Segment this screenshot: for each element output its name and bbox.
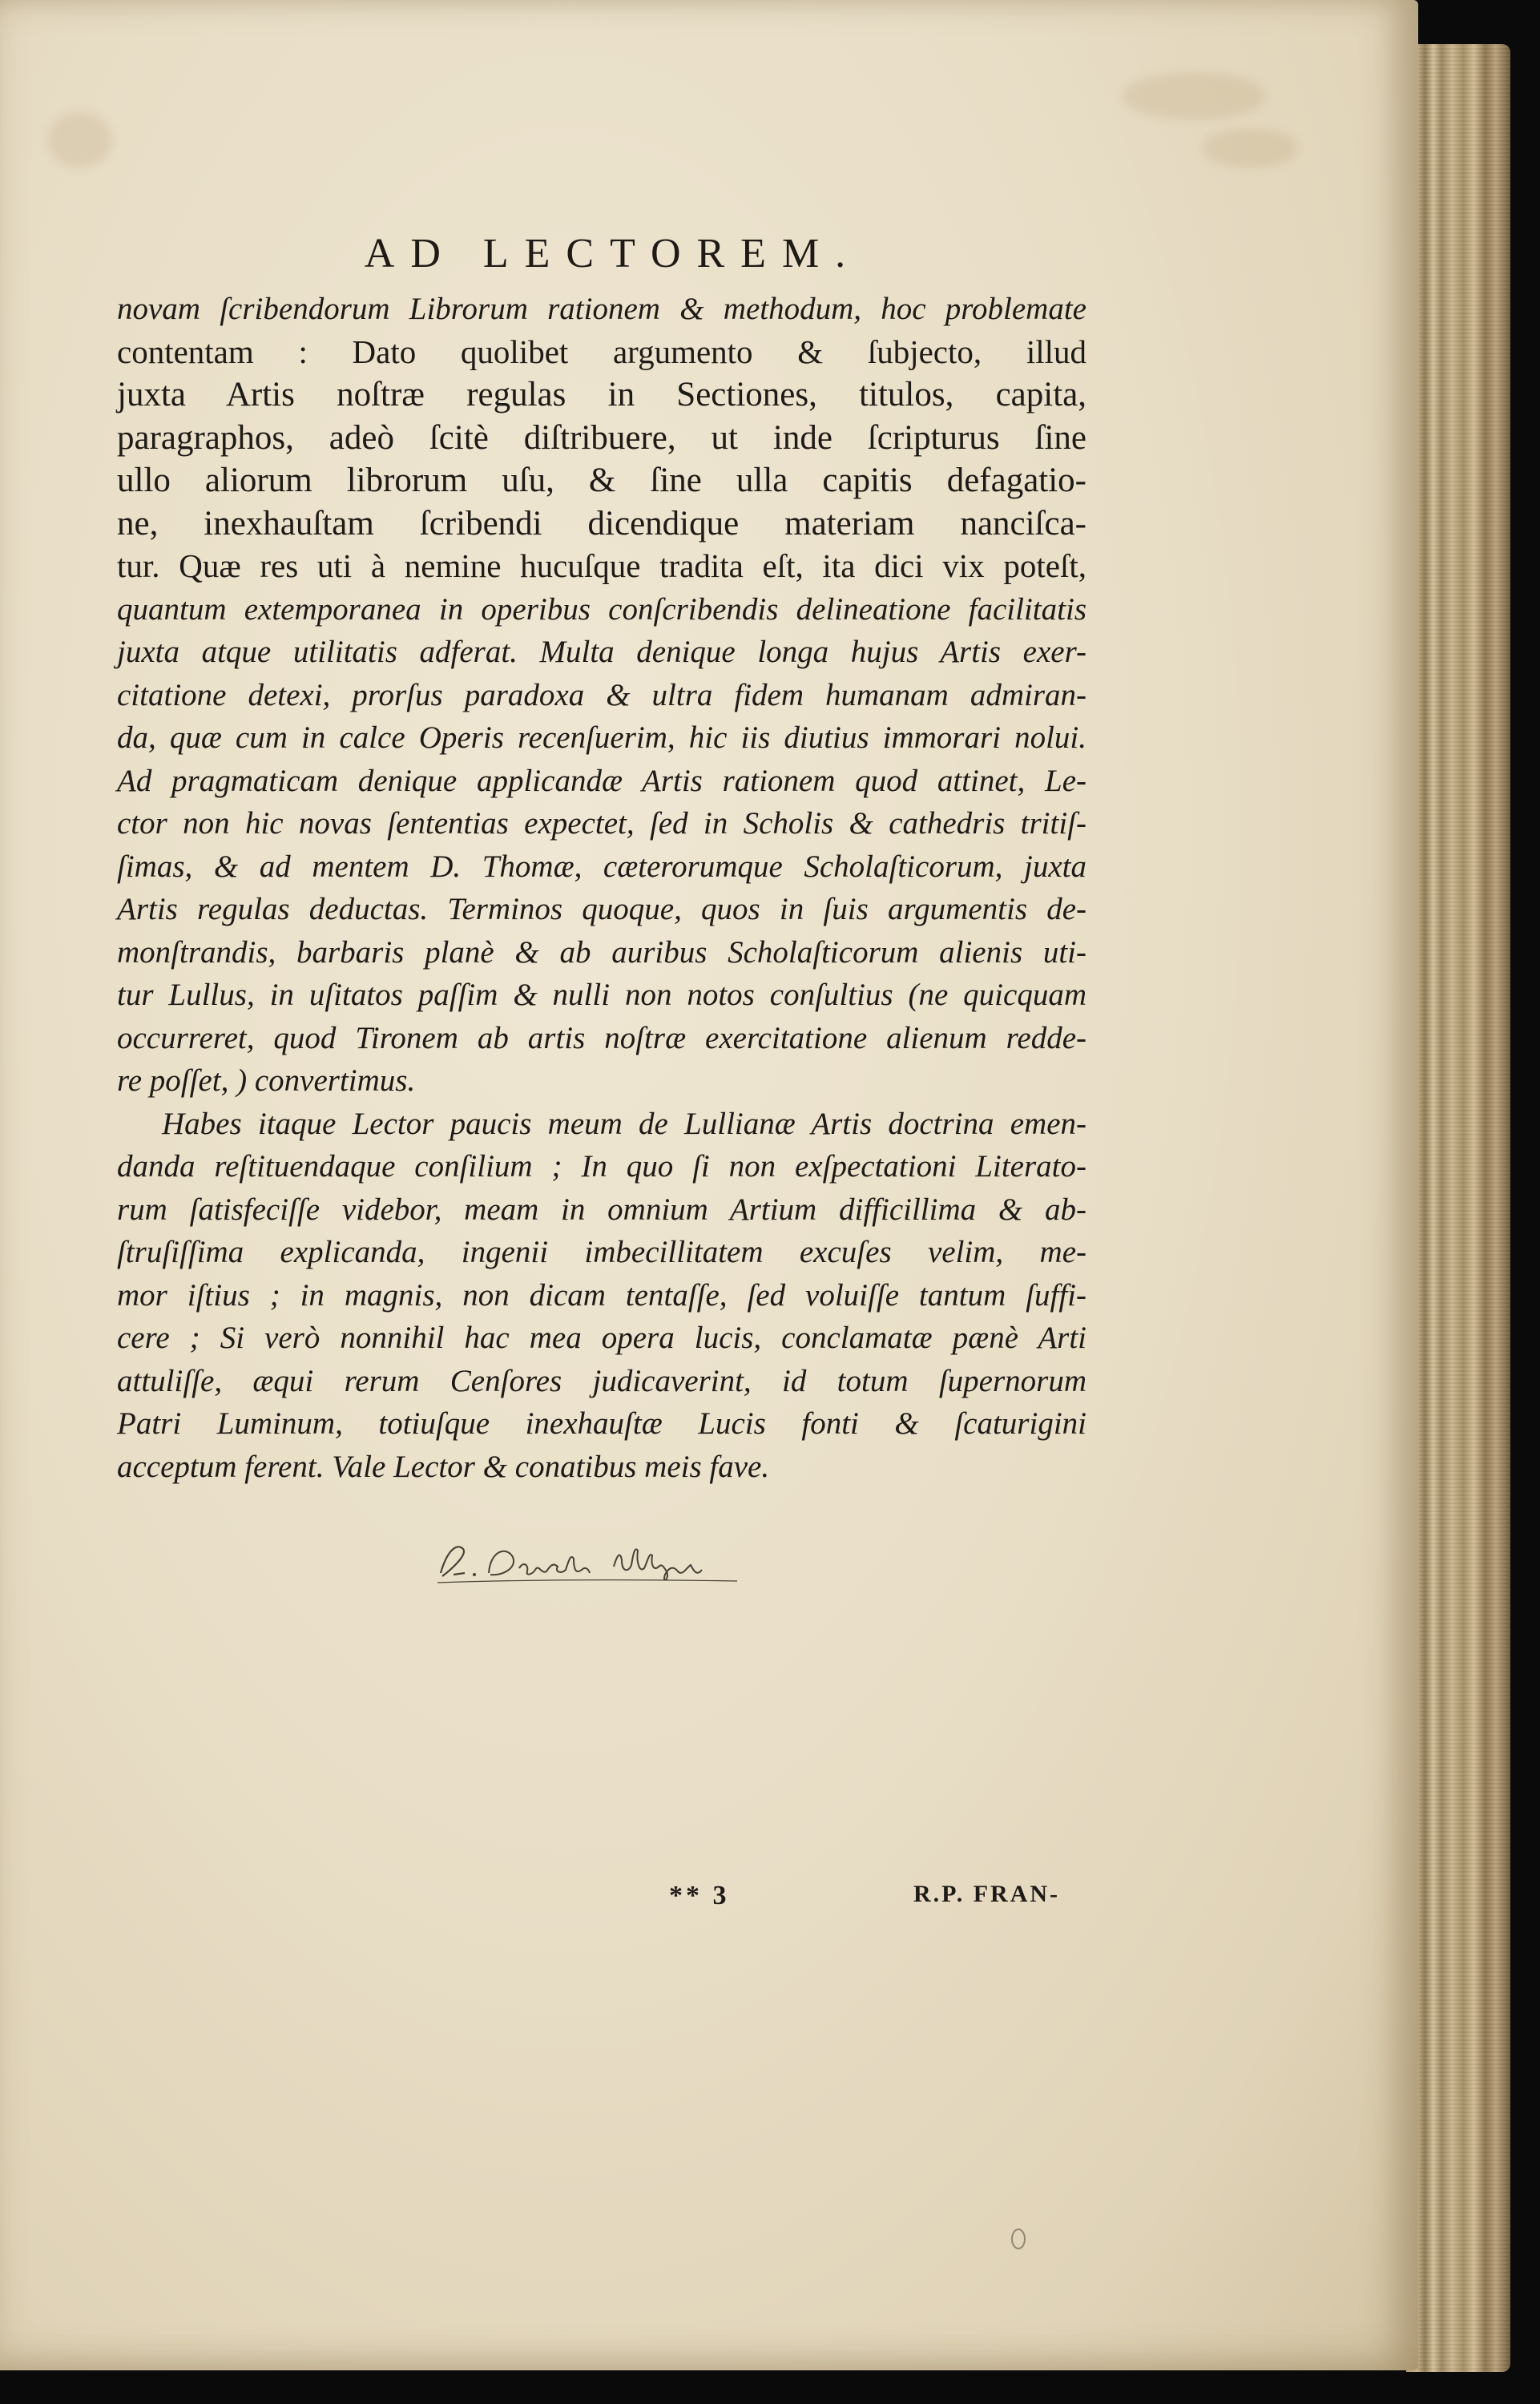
text-line: da, quæ cum in calce Operis recenſuerim, hic iis diutius immorari nolui. (117, 720, 1086, 755)
book-fore-edge (1406, 44, 1510, 2372)
paper-stain (1122, 72, 1266, 120)
pencil-mark (1011, 2229, 1026, 2249)
text-line: juxta Artis noſtræ regulas in Sectiones, titulos, capita, (117, 376, 1086, 413)
text-line: juxta atque utilitatis adferat. Multa denique longa hujus Artis exer- (117, 635, 1086, 669)
text-block (117, 228, 1086, 1488)
text-line: quantum extemporanea in operibus conſcribendis delineatione facilitatis (117, 591, 1086, 627)
text-line: contentam : Dato quolibet argumento & ſubjecto, illud (117, 333, 1086, 370)
paper-stain (1202, 128, 1298, 168)
text-line: ſtruſiſſima explicanda, ingenii imbecillitatem excuſes velim, me- (117, 1235, 1086, 1269)
signature-mark: ** 3 (669, 1881, 730, 1910)
text-line: tur Lullus, in uſitatos paſſim & nulli non notos conſultius (ne quicquam (117, 978, 1086, 1012)
text-line: re poſſet, ) convertimus. (117, 1063, 416, 1098)
text-line: ullo aliorum librorum uſu, & ſine ulla capitis defagatio- (117, 462, 1086, 499)
text-line: cere ; Si verò nonnihil hac mea opera lucis, conclamatæ pænè Arti (117, 1321, 1086, 1355)
text-line: monſtrandis, barbaris planè & ab auribus Scholaſticorum alienis uti- (117, 934, 1086, 970)
catchword: R.P. FRAN- (913, 1881, 1061, 1907)
paper-stain (48, 112, 112, 168)
text-line: mor iſtius ; in magnis, non dicam tentaſſe, ſed voluiſſe tantum ſuffi- (117, 1277, 1086, 1313)
body-text (117, 288, 1086, 1488)
page-heading: AD LECTOREM. (364, 231, 862, 276)
text-line: Artis regulas deductas. Terminos quoque, quos in ſuis argumentis de- (117, 892, 1086, 926)
text-line: novam ſcribendorum Librorum rationem & methodum, hoc problemate (117, 292, 1086, 326)
text-line: attuliſſe, æqui rerum Cenſores judicaverint, id totum ſupernorum (117, 1363, 1086, 1398)
text-line: ctor non hic novas ſententias expectet, ſed in Scholis & cathedris tritiſ- (117, 806, 1086, 841)
text-line: Ad pragmaticam denique applicandæ Artis rationem quod attinet, Le- (117, 763, 1086, 798)
text-line: rum ſatisfeciſſe videbor, meam in omnium Artium difficillima & ab- (117, 1192, 1086, 1227)
text-line: tur. Quæ res uti à nemine hucuſque tradita eſt, ita dici vix poteſt, (117, 547, 1086, 584)
text-line: Patri Luminum, totiuſque inexhauſtæ Lucis fonti & ſcaturigini (117, 1406, 1086, 1441)
text-line: acceptum ferent. Vale Lector & conatibus meis fave. (117, 1449, 770, 1484)
text-line: danda reſtituendaque conſilium ; In quo ſi non exſpectationi Literato- (117, 1149, 1086, 1184)
handwritten-signature (433, 1527, 769, 1591)
text-line: citatione detexi, prorſus paradoxa & ultra fidem humanam admiran- (117, 677, 1086, 712)
text-line: Habes itaque Lector paucis meum de Lullianæ Artis doctrina emen- (162, 1106, 1086, 1141)
text-line: paragraphos, adeò ſcitè diſtribuere, ut inde ſcripturus ſine (117, 418, 1086, 457)
text-line: ne, inexhauſtam ſcribendi dicendique materiam nanciſca- (117, 504, 1086, 543)
text-line: occurreret, quod Tironem ab artis noſtræ exercitatione alienum redde- (117, 1020, 1086, 1055)
text-line: ſimas, & ad mentem D. Thomæ, cæterorumque Scholaſticorum, juxta (117, 849, 1086, 884)
